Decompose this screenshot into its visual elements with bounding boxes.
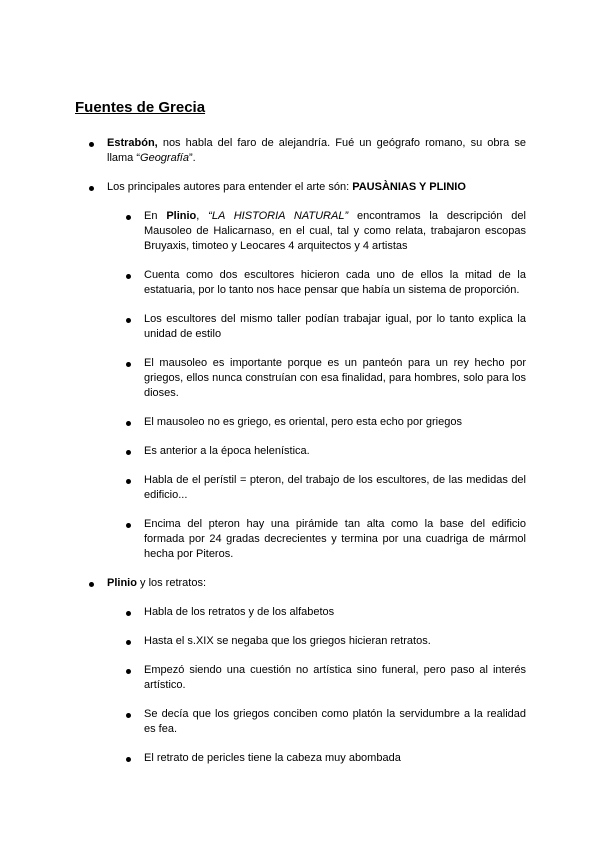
list-item-autores: Los principales autores para entender el arte són: PAUSÀNIAS Y PLINIO <box>107 181 466 193</box>
list-item: Habla de el perístil = pteron, del trabajo de los escultores, de las medidas del edificio... <box>144 474 526 501</box>
bullet-icon <box>126 421 131 426</box>
list-item: Encima del pteron hay una pirámide tan alta como la base del edificio formada por 24 gradas decrecientes y termina por una cuadriga de mármol hecha por Piteros. <box>144 518 526 560</box>
list-item: Los escultores del mismo taller podían trabajar igual, por lo tanto explica la unidad de estilo <box>144 313 526 340</box>
list-item: El mausoleo es importante porque es un panteón para un rey hecho por griegos, ellos nunca construían con esa finalidad, para hombres, solo para los dioses. <box>144 357 526 399</box>
bullet-icon <box>126 523 131 528</box>
bullet-icon <box>126 450 131 455</box>
bullet-icon <box>126 713 131 718</box>
bullet-icon <box>126 274 131 279</box>
bullet-icon <box>126 215 131 220</box>
list-item: Habla de los retratos y de los alfabetos <box>144 606 335 618</box>
list-item-plinio-historia: En Plinio, “LA HISTORIA NATURAL” encontramos la descripción del Mausoleo de Halicarnaso, en el cual, tal y como relata, trabajaron escopas Bruyaxis, timoteo y Leocares 4 arquitectos y 4 artistas <box>144 210 526 252</box>
bullet-icon <box>126 479 131 484</box>
bullet-icon <box>126 669 131 674</box>
list-item: Es anterior a la época helenística. <box>144 445 310 457</box>
list-item: El retrato de pericles tiene la cabeza muy abombada <box>144 752 401 764</box>
bullet-icon <box>89 186 94 191</box>
bullet-icon <box>126 318 131 323</box>
bullet-icon <box>89 582 94 587</box>
bullet-icon <box>126 362 131 367</box>
list-item: Cuenta como dos escultores hicieron cada uno de ellos la mitad de la estatuaria, por lo tanto nos hace pensar que había un sistema de proporción. <box>144 269 526 296</box>
list-item-retratos: Plinio y los retratos: <box>107 577 207 589</box>
page-title: Fuentes de Grecia <box>75 99 206 116</box>
bullet-icon <box>126 757 131 762</box>
list-item: El mausoleo no es griego, es oriental, pero esta echo por griegos <box>144 416 462 428</box>
list-item: Hasta el s.XIX se negaba que los griegos hicieran retratos. <box>144 635 431 647</box>
bullet-icon <box>126 640 131 645</box>
list-item: Empezó siendo una cuestión no artística sino funeral, pero paso al interés artístico. <box>144 664 526 691</box>
list-item: Se decía que los griegos conciben como platón la servidumbre a la realidad es fea. <box>144 708 526 735</box>
bullet-icon <box>89 142 94 147</box>
list-item-estrabon: Estrabón, nos habla del faro de alejandría. Fué un geógrafo romano, su obra se llama “Geografía”. <box>107 137 526 164</box>
bullet-icon <box>126 611 131 616</box>
